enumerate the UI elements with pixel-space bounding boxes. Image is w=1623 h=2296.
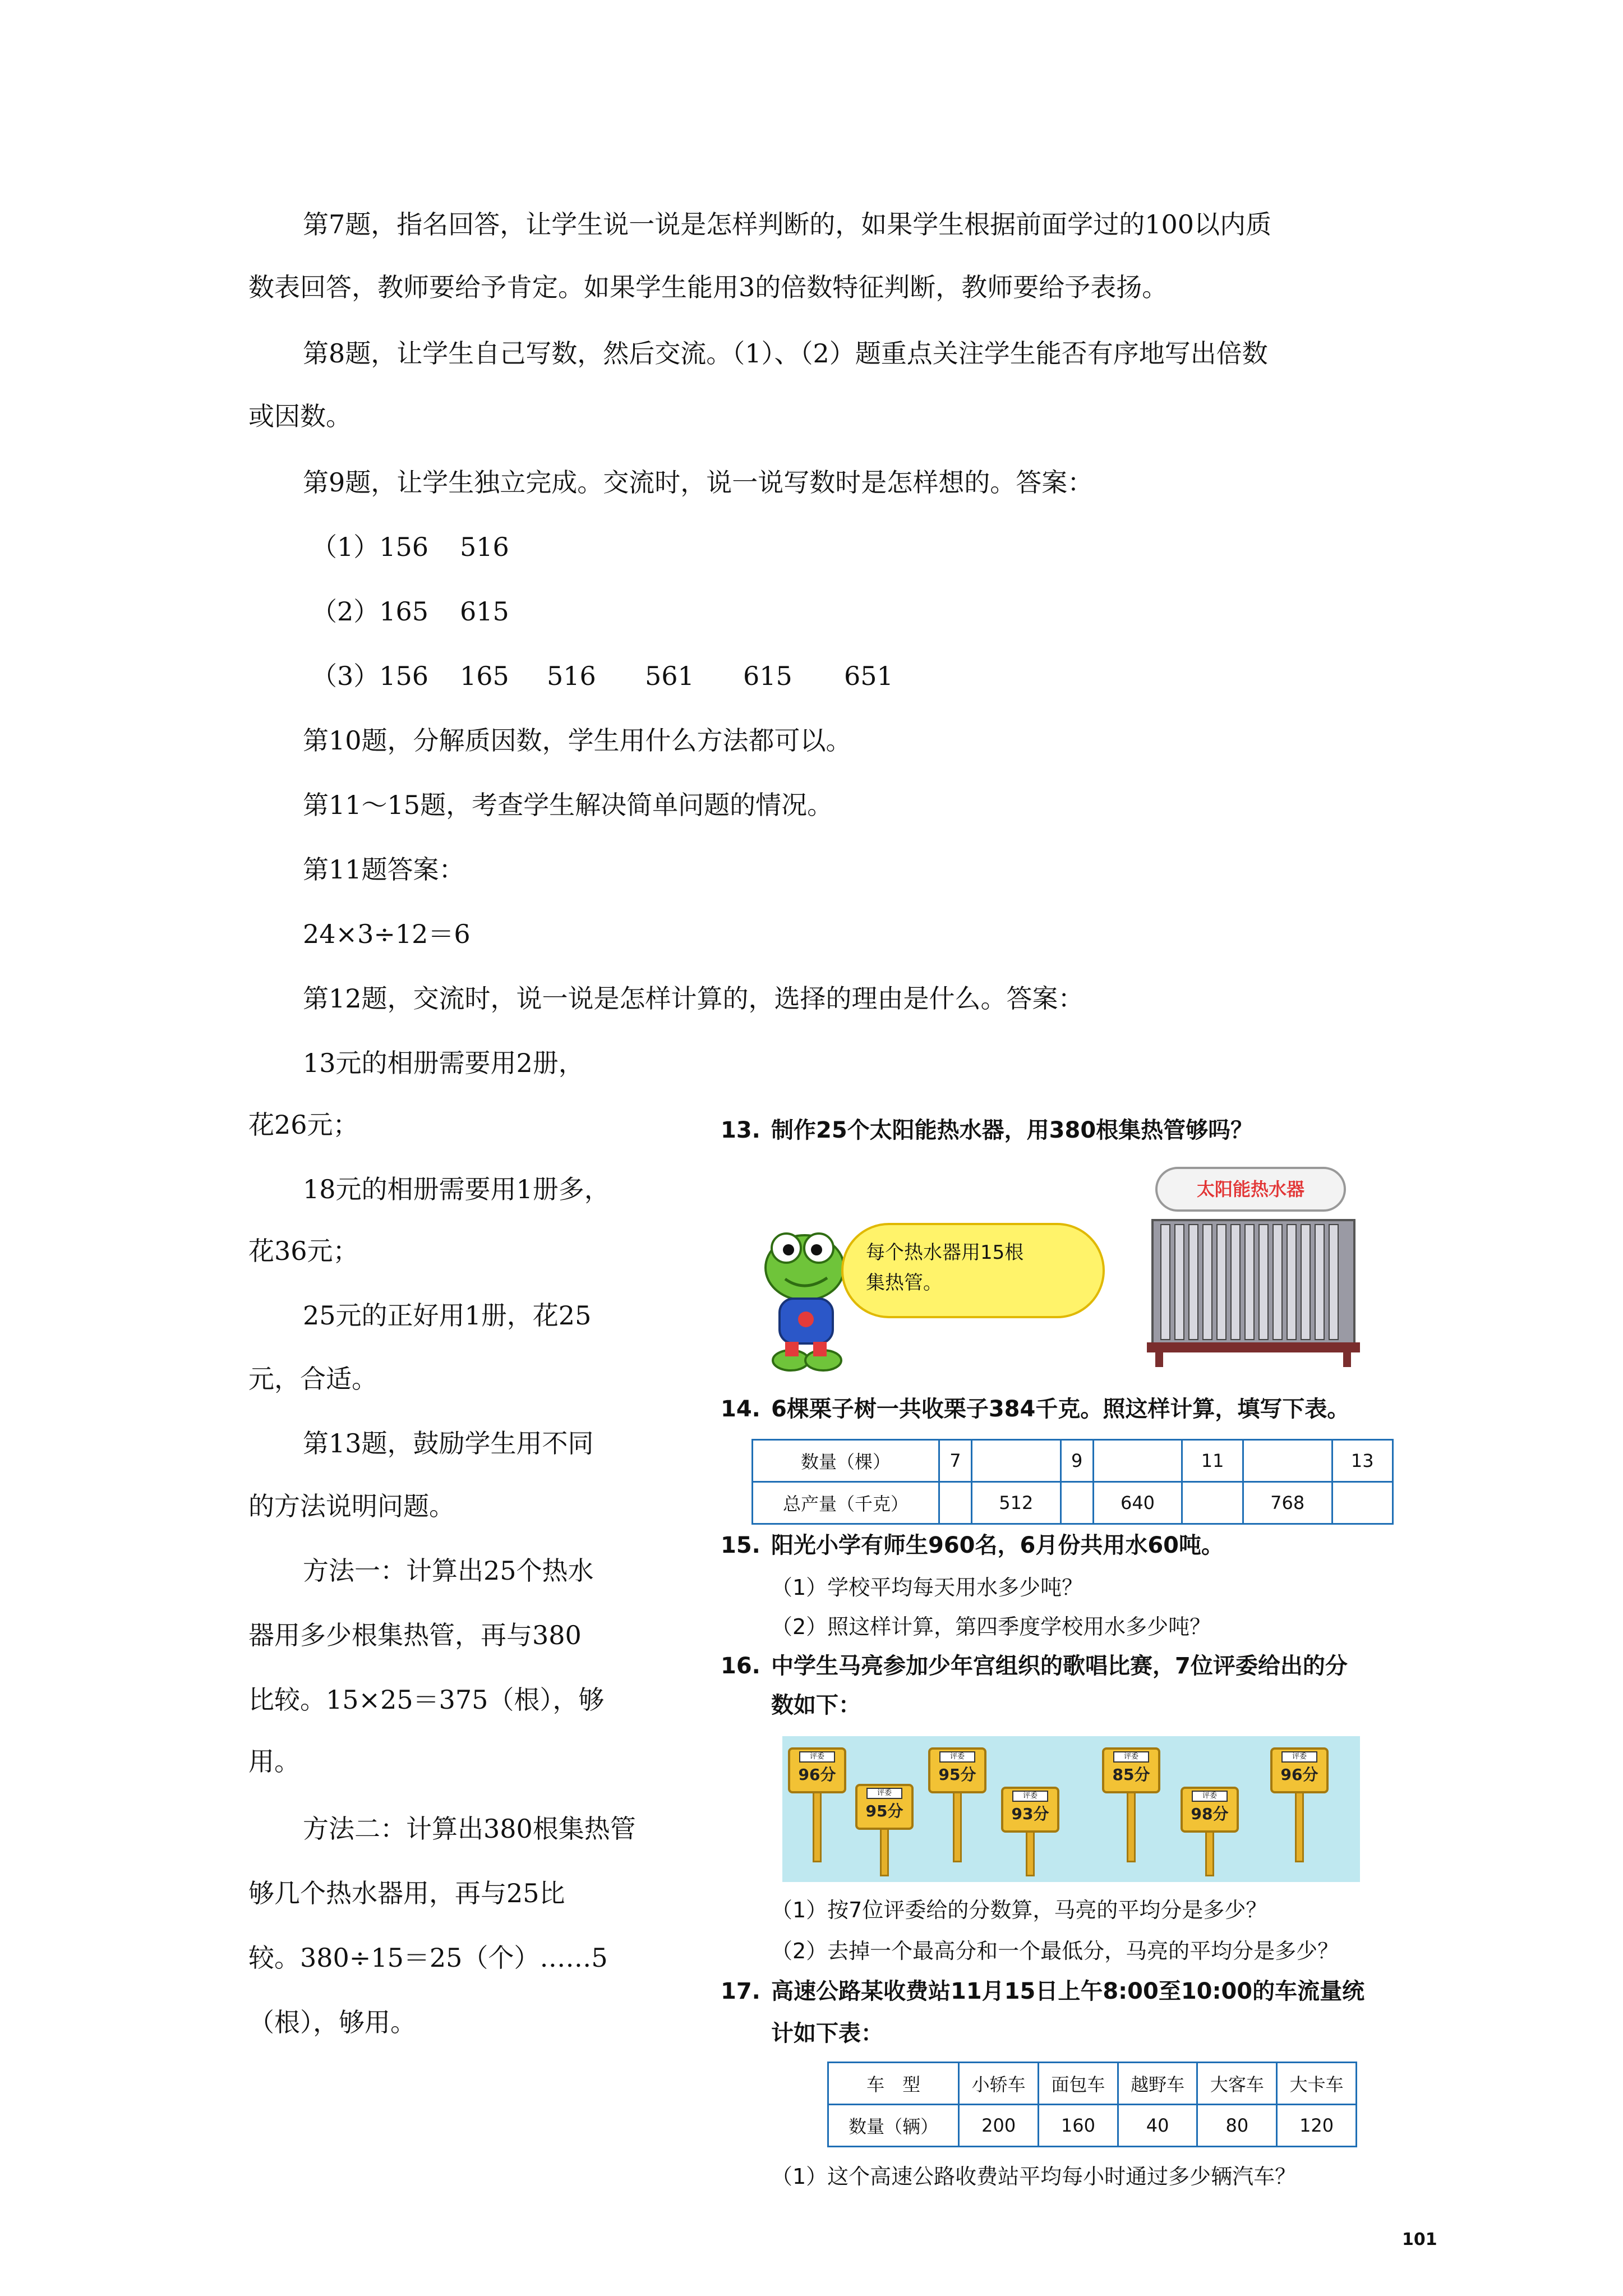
score-sign xyxy=(1001,1787,1059,1833)
table-cell xyxy=(1061,1482,1093,1524)
table-row xyxy=(828,2063,1357,2105)
table-cell: 13 xyxy=(1332,1440,1393,1482)
q17-text-line1: 高速公路某收费站11月15日上午8:00至10:00的车流量统 xyxy=(771,1978,1365,2004)
table-cell: 9 xyxy=(1061,1440,1093,1482)
answer-3-num: 561 xyxy=(645,661,694,691)
table-cell: 数量（棵） xyxy=(753,1440,939,1482)
score-value: 93分 xyxy=(1011,1805,1049,1823)
answer-3-num: 651 xyxy=(844,661,893,691)
answer-3-label: （3）156 xyxy=(311,661,429,691)
method2-line: 够几个热水器用，再与25比 xyxy=(248,1878,565,1908)
method1-line: 用。 xyxy=(248,1746,300,1777)
q15-number: 15. xyxy=(721,1533,760,1558)
score-sign xyxy=(1270,1747,1329,1793)
sign-tag: 评委 xyxy=(1113,1751,1149,1763)
answer-2-label: （2）165 xyxy=(311,596,429,627)
method1-line: 器用多少根集热管，再与380 xyxy=(248,1620,582,1650)
table-row xyxy=(828,2105,1357,2147)
p8-line1: 第8题，让学生自己写数，然后交流。（1）、（2）题重点关注学生能否有序地写出倍数 xyxy=(303,338,1268,369)
answer-3-num: 615 xyxy=(743,661,792,691)
bubble-line: 每个热水器用15根 xyxy=(866,1241,1024,1264)
score-sign xyxy=(1102,1747,1160,1793)
q14-text: 6棵栗子树一共收栗子384千克。照这样计算，填写下表。 xyxy=(771,1396,1350,1422)
table-cell: 7 xyxy=(939,1440,972,1482)
sign-tag: 评委 xyxy=(1281,1751,1317,1763)
sign-tag: 评委 xyxy=(866,1788,902,1799)
answer-3-num: 516 xyxy=(547,661,596,691)
table-cell: 640 xyxy=(1093,1482,1182,1524)
q14-table xyxy=(751,1439,1394,1525)
q16-text-line1: 中学生马亮参加少年宫组织的歌唱比赛，7位评委给出的分 xyxy=(771,1653,1348,1679)
sign-tag: 评委 xyxy=(1192,1791,1228,1802)
p9: 第9题，让学生独立完成。交流时，说一说写数时是怎样想的。答案： xyxy=(303,467,1094,498)
heater-tubes-icon xyxy=(1144,1214,1363,1369)
heater-label: 太阳能热水器 xyxy=(1155,1167,1346,1212)
q16-sub1: （1）按7位评委给的分数算，马亮的平均分是多少？ xyxy=(771,1898,1267,1922)
table-cell: 数量（辆） xyxy=(828,2105,959,2147)
q15-sub2: （2）照这样计算，第四季度学校用水多少吨？ xyxy=(771,1614,1211,1639)
table-cell: 小轿车 xyxy=(959,2063,1039,2105)
score-value: 96分 xyxy=(798,1765,836,1784)
sign-stick xyxy=(1026,1829,1035,1876)
score-value: 96分 xyxy=(1280,1765,1318,1784)
score-sign xyxy=(928,1747,986,1793)
score-signs-panel xyxy=(782,1736,1360,1882)
table-cell: 200 xyxy=(959,2105,1039,2147)
answer-1-num: 516 xyxy=(460,532,509,562)
q15-sub1: （1）学校平均每天用水多少吨？ xyxy=(771,1575,1083,1600)
p13-line: 的方法说明问题。 xyxy=(248,1491,455,1521)
p11-15: 第11～15题，考查学生解决简单问题的情况。 xyxy=(303,790,833,820)
table-cell xyxy=(1243,1440,1332,1482)
score-value: 95分 xyxy=(865,1802,903,1820)
p7-line2: 数表回答，教师要给予肯定。如果学生能用3的倍数特征判断，教师要给予表扬。 xyxy=(248,272,1168,302)
p12-line: 花26元； xyxy=(248,1110,359,1140)
table-cell: 面包车 xyxy=(1039,2063,1118,2105)
q15-text: 阳光小学有师生960名，6月份共用水60吨。 xyxy=(771,1533,1224,1558)
answer-2-num: 615 xyxy=(460,596,509,627)
sign-stick xyxy=(1295,1789,1304,1862)
sign-tag: 评委 xyxy=(1012,1791,1048,1802)
p12-line: 18元的相册需要用1册多， xyxy=(303,1174,610,1204)
score-sign xyxy=(788,1747,846,1793)
speech-bubble xyxy=(841,1223,1105,1318)
sign-stick xyxy=(1127,1789,1136,1862)
table-cell: 总产量（千克） xyxy=(753,1482,939,1524)
sign-stick xyxy=(1205,1829,1214,1876)
p12: 第12题，交流时，说一说是怎样计算的，选择的理由是什么。答案： xyxy=(303,983,1084,1014)
sign-stick xyxy=(813,1789,822,1862)
method2-line: （根），够用。 xyxy=(248,2007,416,2037)
method2-line: 较。380÷15＝25（个）……5 xyxy=(248,1943,608,1973)
q14-number: 14. xyxy=(721,1396,760,1422)
q17-sub1: （1）这个高速公路收费站平均每小时通过多少辆汽车？ xyxy=(771,2164,1297,2189)
table-cell: 车 型 xyxy=(828,2063,959,2105)
table-cell xyxy=(1332,1482,1393,1524)
sign-tag: 评委 xyxy=(799,1751,835,1763)
score-sign xyxy=(1181,1787,1239,1833)
q17-text-line2: 计如下表： xyxy=(771,2021,883,2046)
p8-line2: 或因数。 xyxy=(248,401,352,431)
method1-line: 比较。15×25＝375（根），够 xyxy=(248,1685,605,1715)
bubble-line: 集热管。 xyxy=(866,1272,942,1294)
method1-line: 方法一：计算出25个热水 xyxy=(303,1556,594,1586)
table-row xyxy=(753,1440,1393,1482)
p12-line: 13元的相册需要用2册， xyxy=(303,1048,584,1078)
sign-stick xyxy=(953,1789,962,1862)
answer-1-label: （1）156 xyxy=(311,532,429,562)
p7-line1: 第7题，指名回答，让学生说一说是怎样判断的，如果学生根据前面学过的100以内质 xyxy=(303,209,1272,240)
table-cell: 越野车 xyxy=(1118,2063,1197,2105)
score-value: 85分 xyxy=(1112,1765,1150,1784)
table-cell: 80 xyxy=(1197,2105,1277,2147)
method2-line: 方法二：计算出380根集热管 xyxy=(303,1814,636,1844)
table-cell xyxy=(1182,1482,1243,1524)
table-row xyxy=(753,1482,1393,1524)
p10: 第10题，分解质因数，学生用什么方法都可以。 xyxy=(303,725,852,756)
q16-text-line2: 数如下： xyxy=(771,1692,861,1718)
solar-heater-image xyxy=(1144,1167,1363,1369)
table-cell: 768 xyxy=(1243,1482,1332,1524)
answer-3-num: 165 xyxy=(460,661,509,691)
score-value: 98分 xyxy=(1191,1805,1229,1823)
q16-sub2: （2）去掉一个最高分和一个最低分，马亮的平均分是多少？ xyxy=(771,1939,1339,1963)
table-cell xyxy=(939,1482,972,1524)
score-value: 95分 xyxy=(938,1765,976,1784)
p12-line: 元，合适。 xyxy=(248,1364,377,1394)
frog-mascot-icon xyxy=(751,1217,858,1380)
table-cell: 512 xyxy=(971,1482,1061,1524)
p12-line: 花36元； xyxy=(248,1236,359,1266)
q13-number: 13. xyxy=(721,1117,760,1143)
table-cell: 大卡车 xyxy=(1277,2063,1357,2105)
p11-answer: 24×3÷12＝6 xyxy=(303,919,471,949)
table-cell: 11 xyxy=(1182,1440,1243,1482)
q13-text: 制作25个太阳能热水器，用380根集热管够吗？ xyxy=(771,1117,1253,1143)
page-number: 101 xyxy=(1402,2230,1437,2249)
table-cell: 40 xyxy=(1118,2105,1197,2147)
p12-line: 25元的正好用1册，花25 xyxy=(303,1300,592,1331)
q16-number: 16. xyxy=(721,1653,760,1679)
table-cell: 大客车 xyxy=(1197,2063,1277,2105)
table-cell: 120 xyxy=(1277,2105,1357,2147)
sign-stick xyxy=(880,1826,889,1876)
sign-tag: 评委 xyxy=(939,1751,975,1763)
p13-line: 第13题，鼓励学生用不同 xyxy=(303,1428,594,1458)
q17-table xyxy=(827,2062,1357,2147)
q17-number: 17. xyxy=(721,1978,760,2004)
table-cell xyxy=(1093,1440,1182,1482)
p11-title: 第11题答案： xyxy=(303,854,465,885)
table-cell: 160 xyxy=(1039,2105,1118,2147)
table-cell xyxy=(971,1440,1061,1482)
score-sign xyxy=(855,1784,914,1830)
